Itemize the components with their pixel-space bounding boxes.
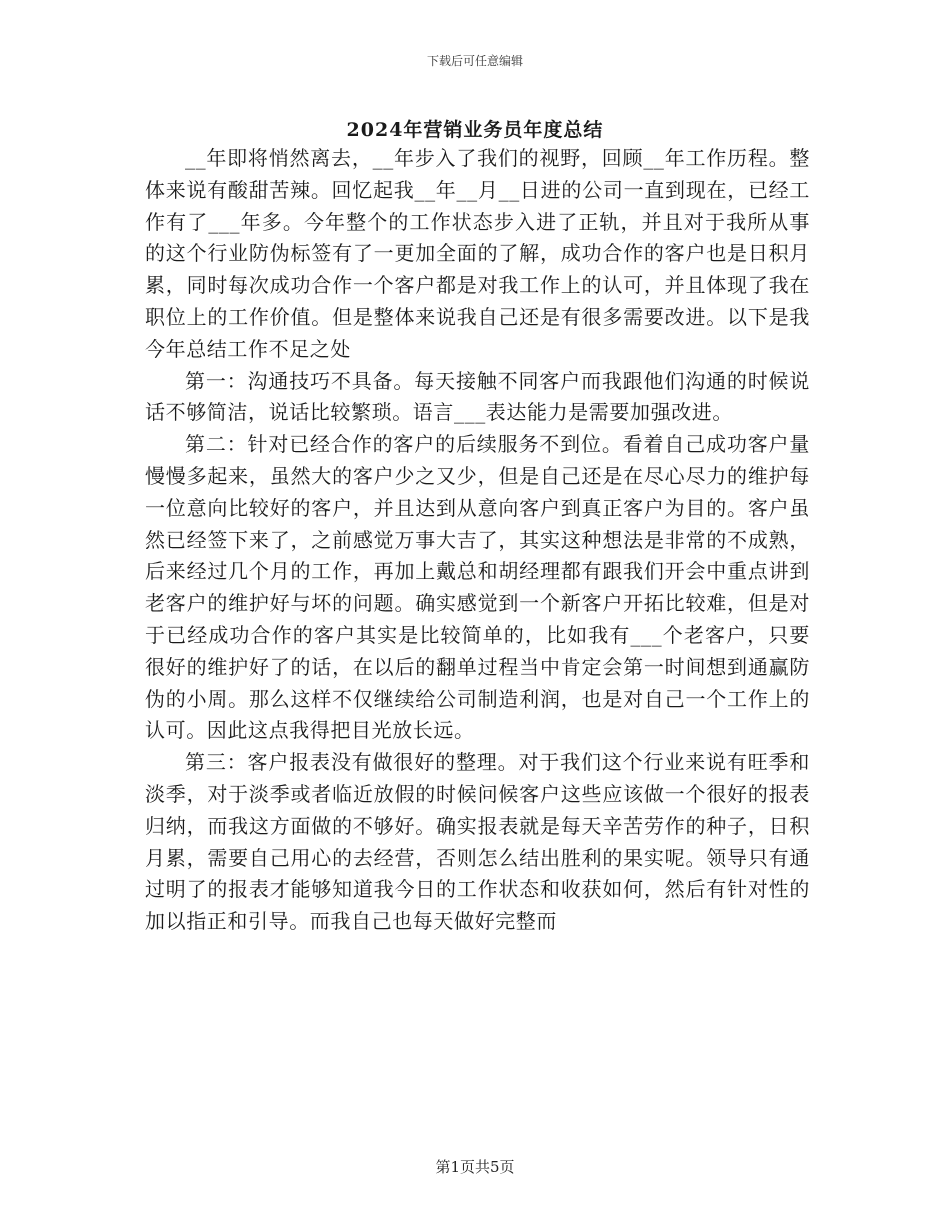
paragraph-point-1: 第一：沟通技巧不具备。每天接触不同客户而我跟他们沟通的时候说话不够简洁，说话比较繁琐。语言___表达能力是需要加强改进。: [145, 368, 810, 425]
paragraph-point-2: 第二：针对已经合作的客户的后续服务不到位。看着自己成功客户量慢慢多起来，虽然大的客户少之又少，但是自己还是在尽心尽力的维护每一位意向比较好的客户，并且达到从意向客户到真正客户为目的。客户虽然已经签下来了，之前感觉万事大吉了，其实这种想法是非常的不成熟，后来经过几个月的工作，再加上戴总和胡经理都有跟我们开会中重点讲到老客户的维护好与坏的问题。确实感觉到一个新客户开拓比较难，但是对于已经成功合作的客户其实是比较简单的，比如我有___个老客户，只要很好的维护好了的话，在以后的翻单过程当中肯定会第一时间想到通赢防伪的小周。那么这样不仅继续给公司制造利润，也是对自己一个工作上的认可。因此这点我得把目光放长远。: [145, 432, 810, 743]
document-title: 2024年营销业务员年度总结: [346, 119, 604, 141]
page-header-note: 下载后可任意编辑: [426, 54, 523, 68]
page-number: 第1页共5页: [435, 1158, 515, 1176]
paragraph-point-3: 第三：客户报表没有做很好的整理。对于我们这个行业来说有旺季和淡季，对于淡季或者临近放假的时候问候客户这些应该做一个很好的报表归纳，而我这方面做的不够好。确实报表就是每天辛苦劳作的种子，日积月累，需要自己用心的去经营，否则怎么结出胜利的果实呢。领导只有通过明了的报表才能够知道我今日的工作状态和收获如何，然后有针对性的加以指正和引导。而我自己也每天做好完整而: [145, 750, 810, 934]
document-body: [145, 143, 810, 938]
paragraph-intro: __年即将悄然离去，__年步入了我们的视野，回顾__年工作历程。整体来说有酸甜苦辣。回忆起我__年__月__日进的公司一直到现在，已经工作有了___年多。今年整个的工作状态步入进了正轨，并且对于我所从事的这个行业防伪标签有了一更加全面的了解，成功合作的客户也是日积月累，同时每次成功合作一个客户都是对我工作上的认可，并且体现了我在职位上的工作价值。但是整体来说我自己还是有很多需要改进。以下是我今年总结工作不足之处: [145, 146, 810, 361]
